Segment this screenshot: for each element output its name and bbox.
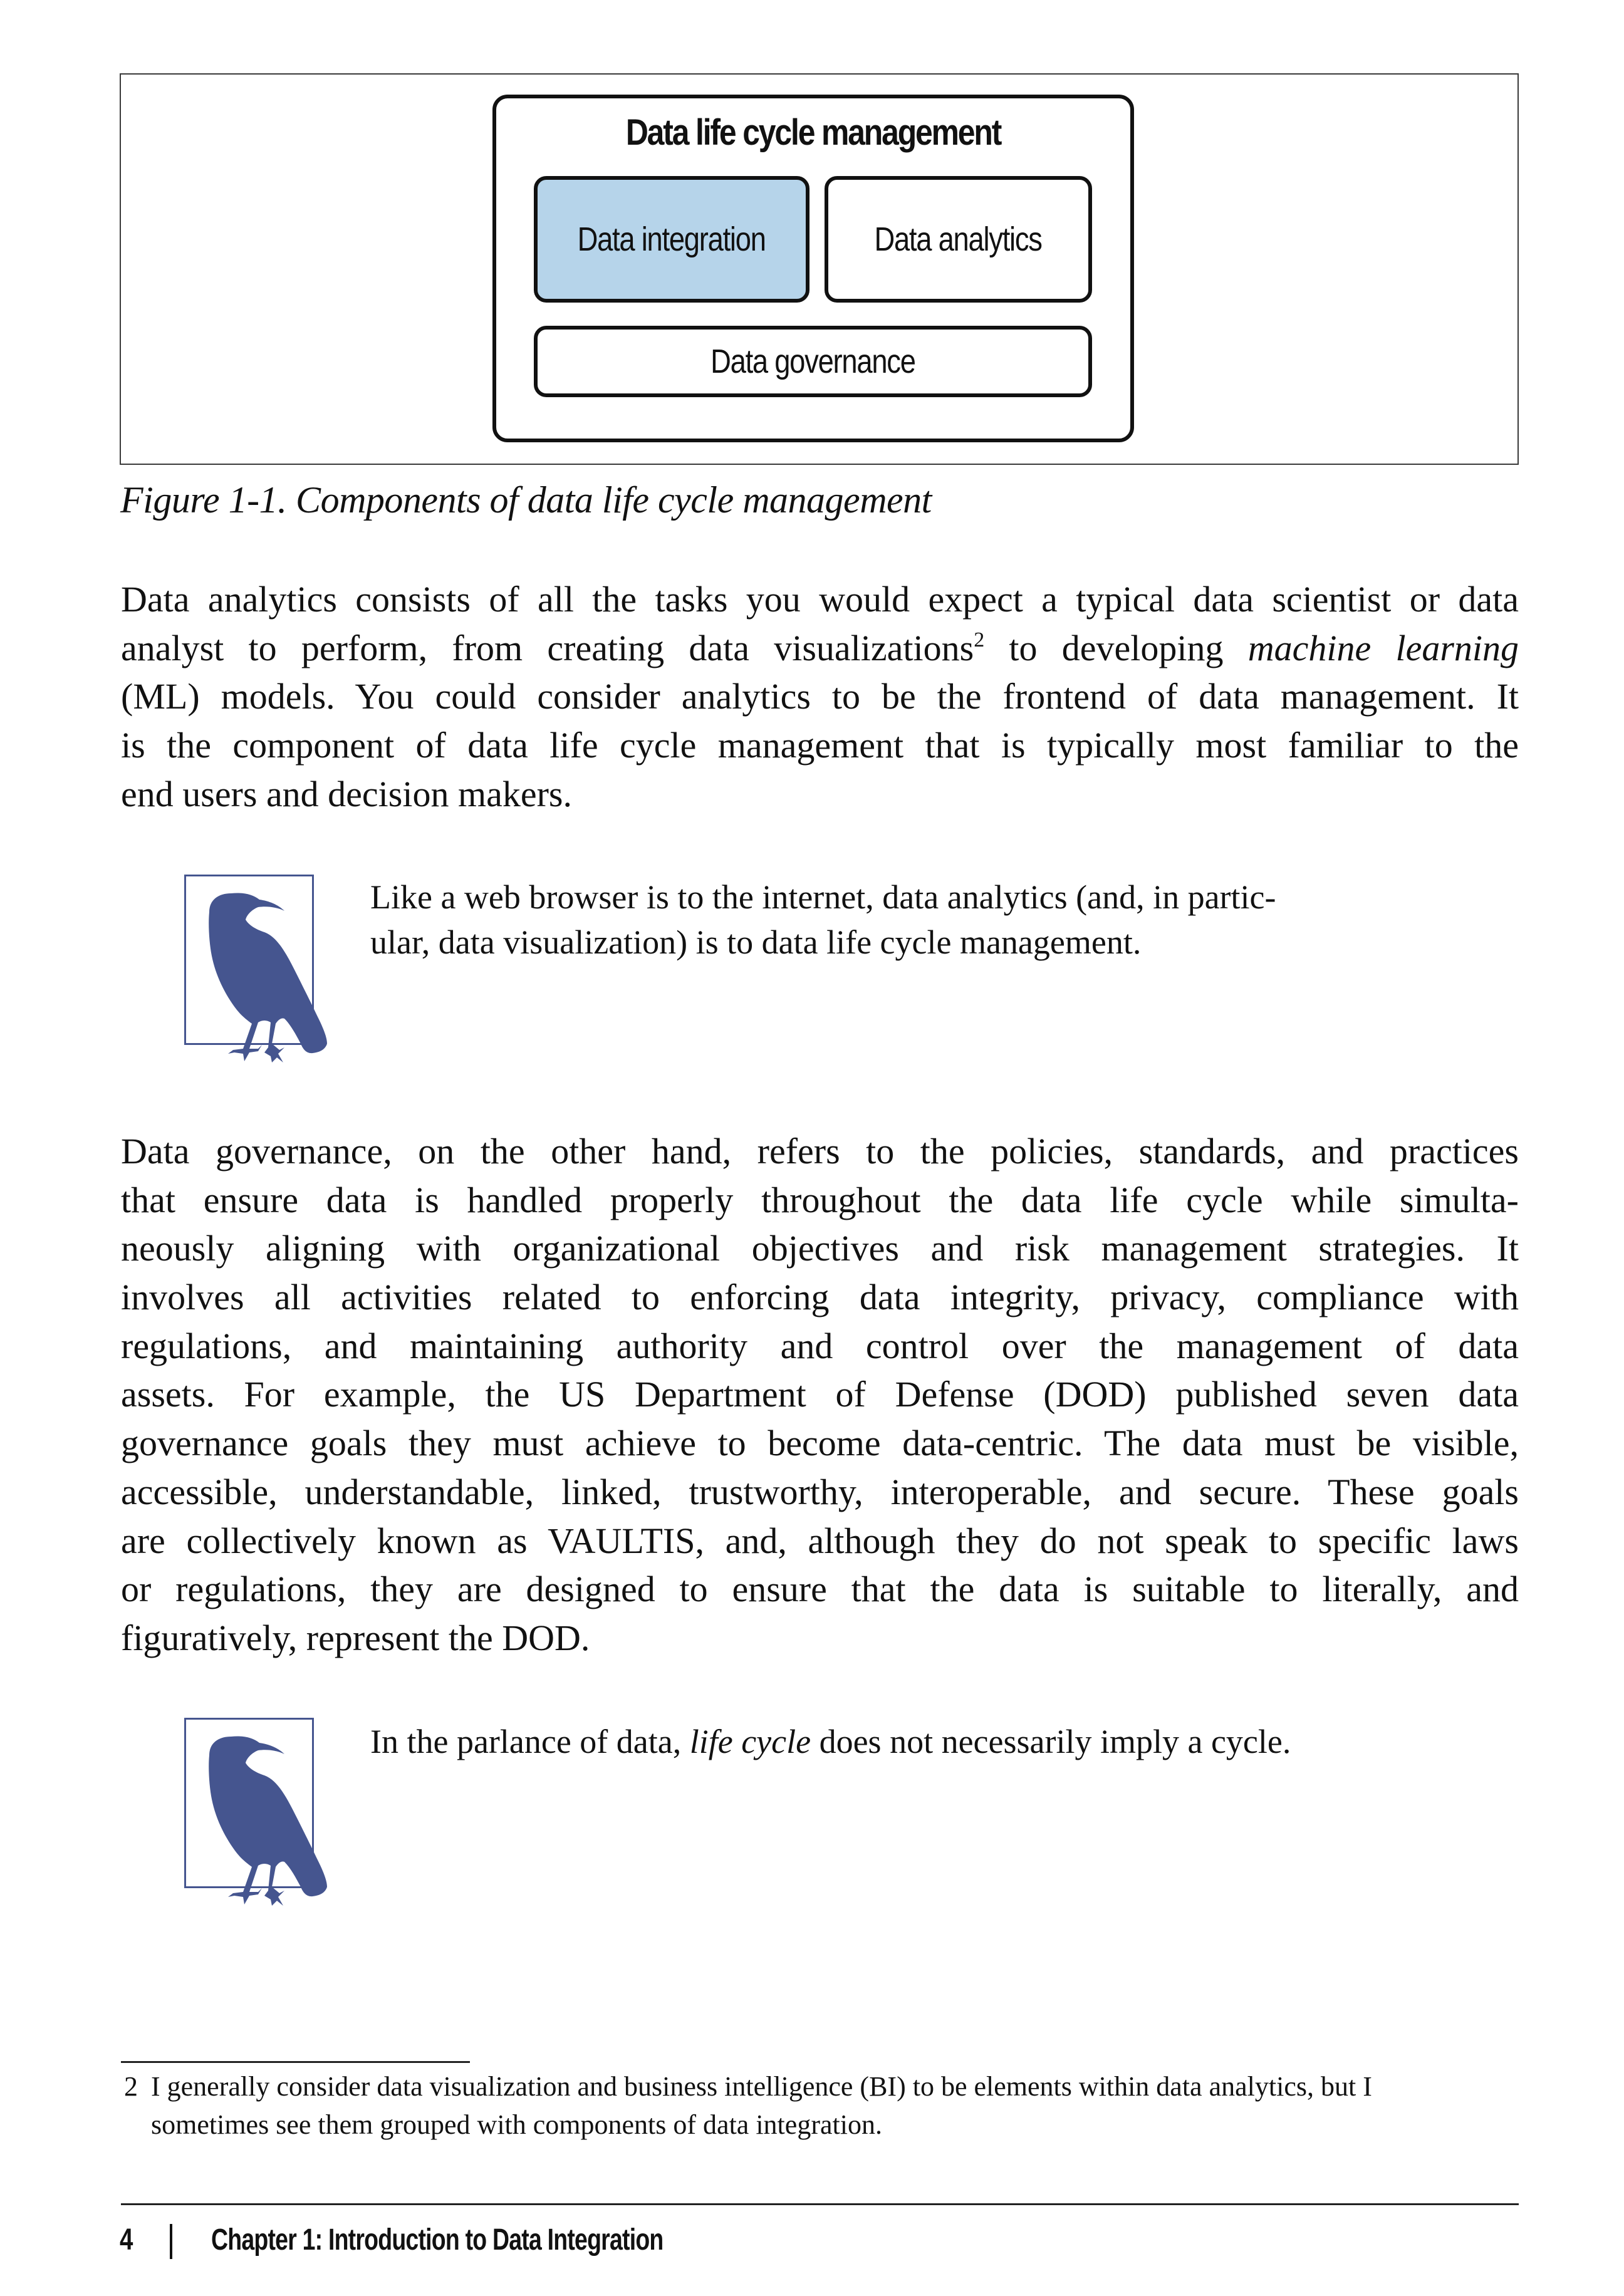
box-data-integration: [534, 176, 809, 303]
footnote-divider: [121, 2061, 470, 2063]
footnote-line: I generally consider data visualization and business intelligence (BI) to be elements within data analytics, but I: [151, 2071, 1372, 2102]
paragraph-data-governance: [121, 1127, 1519, 1663]
box-label: Data analytics: [874, 221, 1043, 258]
text-line: Like a web browser is to the internet, data analytics (and, in partic-: [370, 878, 1276, 916]
box-data-governance: [534, 326, 1092, 397]
footnote-line: sometimes see them grouped with components of data integration.: [151, 2109, 882, 2140]
text-line: or regulations, they are designed to ensure that the data is suitable to literally, and: [121, 1569, 1519, 1610]
text-line: is the component of data life cycle management that is typically most familiar to the: [121, 725, 1519, 766]
emphasis-text: machine learning: [1247, 627, 1519, 668]
note-bird-icon: [184, 875, 314, 1045]
text-line: analyst to perform, from creating data visualizations$^2$ to developing machine learning: [121, 627, 1519, 668]
footer-divider: [121, 2203, 1519, 2205]
text-line: Data analytics consists of all the tasks you would expect a typical data scientist or data: [121, 579, 1519, 620]
paragraph-data-analytics: [121, 575, 1519, 818]
text-line: (ML) models. You could consider analytics to be the frontend of data management. It: [121, 676, 1519, 717]
note-text: [370, 1719, 1398, 1764]
text-line: are collectively known as VAULTIS, and, although they do not speak to specific laws: [121, 1520, 1519, 1561]
bird-icon: [184, 1718, 314, 1888]
text-line: assets. For example, the US Department of Defense (DOD) published seven data: [121, 1374, 1519, 1415]
text-line: Data governance, on the other hand, refers to the policies, standards, and practices: [121, 1131, 1519, 1171]
diagram-title: [538, 110, 1090, 155]
text-line: that ensure data is handled properly throughout the data life cycle while simulta-: [121, 1179, 1519, 1220]
text-line: accessible, understandable, linked, trustworthy, interoperable, and secure. These goals: [121, 1471, 1519, 1512]
diagram-title-text: Data life cycle management: [625, 112, 1001, 153]
text-line: figuratively, represent the DOD.: [121, 1617, 590, 1658]
text-line: In the parlance of data, life cycle does not necessarily imply a cycle.: [370, 1723, 1291, 1760]
emphasis-text: life cycle: [689, 1723, 811, 1760]
text-line: ular, data visualization) is to data life cycle management.: [370, 923, 1142, 961]
footnote-ref[interactable]: 2: [974, 628, 985, 652]
bird-icon: [184, 875, 314, 1045]
text-line: regulations, and maintaining authority and control over the management of data: [121, 1325, 1519, 1366]
box-data-analytics: [825, 176, 1092, 303]
text-line: neously aligning with organizational objectives and risk management strategies. It: [121, 1228, 1519, 1269]
footer-separator: [170, 2224, 172, 2259]
text-line: involves all activities related to enforcing data integrity, privacy, compliance with: [121, 1277, 1519, 1318]
box-label: Data integration: [577, 221, 766, 258]
footnote-number: 2: [124, 2071, 138, 2102]
text-line: end users and decision makers.: [121, 773, 572, 814]
note-text: [370, 875, 1398, 965]
box-label: Data governance: [710, 343, 915, 380]
text-line: governance goals they must achieve to become data-centric. The data must be visible,: [121, 1423, 1519, 1464]
note-bird-icon: [184, 1718, 314, 1888]
page-number: 4: [120, 2223, 133, 2257]
chapter-title: Chapter 1: Introduction to Data Integration: [211, 2223, 664, 2257]
figure-caption: Figure 1-1. Components of data life cycle management: [120, 479, 932, 521]
